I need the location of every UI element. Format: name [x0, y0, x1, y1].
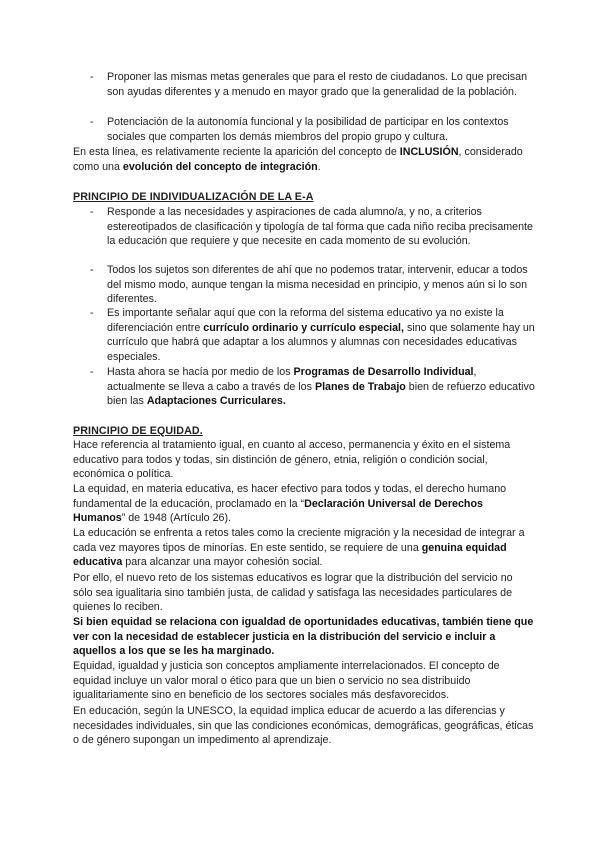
text-run: En esta línea, es relativamente reciente la aparición del concepto de	[73, 146, 400, 158]
programas-term: Programas de Desarrollo Individual	[293, 366, 474, 378]
text-run: Hasta ahora se hacía por medio de los	[107, 366, 294, 378]
bullet-text	[107, 365, 535, 409]
planes-term: Planes de Trabajo	[314, 380, 406, 393]
text-run: La educación se enfrenta a retos tales como la creciente migración y la necesidad de integrar a cada vez mayores tipos de minorías. En este sentido, se requiere de una	[73, 527, 525, 554]
intro-bullet-1	[90, 70, 535, 99]
bullet-dash: -	[90, 307, 94, 319]
heading-equidad: PRINCIPIO DE EQUIDAD.	[73, 425, 203, 437]
equidad-paragraph-5: Si bien equidad se relaciona con igualdad de oportunidades educativas, también tiene que ver con la necesidad de establecer justicia en la distribución del servicio e incluir a aquellos a los que se les ha marginado.	[73, 616, 534, 657]
text-run: ” de 1948 (Artículo 26).	[121, 512, 232, 524]
individualizacion-item-1	[90, 205, 535, 249]
genuine-equity-term: genuina equidad educativa	[73, 541, 507, 568]
bullet-text: Todos los sujetos son diferentes de ahí que no podemos tratar, intervenir, educar a todos del mismo modo, aunque tengan la misma necesidad en principio, y menos aún si lo son diferentes.	[107, 264, 528, 305]
individualizacion-item-4	[90, 365, 535, 409]
bullet-text: Responde a las necesidades y aspiraciones de cada alumno/a, y no, a criterios estereotipados de clasificación y tipología de tal forma que cada niño reciba precisamente la educación que requiere y que necesite en cada momento de su evolución.	[107, 206, 533, 247]
integration-evolution-term: evolución del concepto de integración	[122, 160, 318, 173]
curriculum-term: currículo ordinario y currículo especial,	[203, 321, 405, 334]
bullet-dash: -	[90, 71, 94, 83]
bullet-dash: -	[90, 264, 94, 276]
equidad-paragraph-6: Equidad, igualdad y justicia son conceptos ampliamente interrelacionados. El concepto de equidad incluye un valor moral o ético para que un bien o servicio no sea distribuido igualitariamente sino en beneficio de los sectores sociales más desfavorecidos.	[73, 660, 500, 701]
text-run: , considerado como una	[73, 146, 523, 173]
inclusion-paragraph	[73, 145, 535, 174]
text-run: bien de refuerzo educativo bien las	[107, 380, 535, 407]
heading-individualizacion: PRINCIPIO DE INDIVIDUALIZACIÓN DE LA E-A	[73, 191, 314, 203]
equidad-paragraph-1: Hace referencia al tratamiento igual, en cuanto al acceso, permanencia y éxito en el sistema educativo para todos y todas, sin distinción de género, etnia, religión o condición social, económica o política.	[73, 439, 511, 480]
intro-bullet-2	[90, 115, 535, 144]
text-run: La equidad, en materia educativa, es hacer efectivo para todos y todas, el derecho humano fundamental de la educación, proclamado en la “	[73, 483, 507, 510]
bullet-text: Proponer las mismas metas generales que para el resto de ciudadanos. Lo que precisan son ayudas diferentes y a menudo en mayor grado que la generalidad de la población.	[107, 71, 528, 98]
individualizacion-item-3	[90, 306, 535, 364]
individualizacion-item-2	[90, 263, 535, 307]
equidad-paragraph-4: Por ello, el nuevo reto de los sistemas educativos es lograr que la distribución del servicio no sólo sea igualitaria sino también justa, de calidad y satisfaga las necesidades particulares de quienes lo reciben.	[73, 572, 513, 613]
text-run: Es importante señalar aquí que con la reforma del sistema educativo ya no existe la diferenciación entre	[107, 307, 504, 334]
bullet-dash: -	[90, 206, 94, 218]
bullet-text: Potenciación de la autonomía funcional y la posibilidad de participar en los contextos sociales que comparten los demás miembros del propio grupo y cultura.	[107, 116, 509, 143]
bullet-text	[107, 306, 535, 364]
declaration-term: Declaración Universal de Derechos Humanos	[73, 497, 483, 524]
inclusion-term: INCLUSIÓN	[399, 146, 459, 158]
adaptaciones-term: Adaptaciones Curriculares.	[146, 395, 286, 407]
text-run: sino que solamente hay un currículo que habrá que adaptar a los alumnos y alumnas con necesidades educativas especiales.	[107, 321, 535, 363]
bullet-dash: -	[90, 116, 94, 128]
equidad-paragraph-7: En educación, según la UNESCO, la equidad implica educar de acuerdo a las diferencias y necesidades individuales, sin que las condiciones económicas, demográficas, geográficas, éticas o de género supongan un impedimento al aprendizaje.	[73, 705, 534, 746]
text-run: para alcanzar una mayor cohesión social.	[122, 556, 323, 568]
text-run: , actualmente se lleva a cabo a través de los	[107, 366, 477, 393]
equidad-paragraph-2	[73, 482, 535, 526]
bullet-dash: -	[90, 366, 94, 378]
text-run: .	[317, 160, 321, 173]
equidad-paragraph-3	[73, 526, 535, 570]
